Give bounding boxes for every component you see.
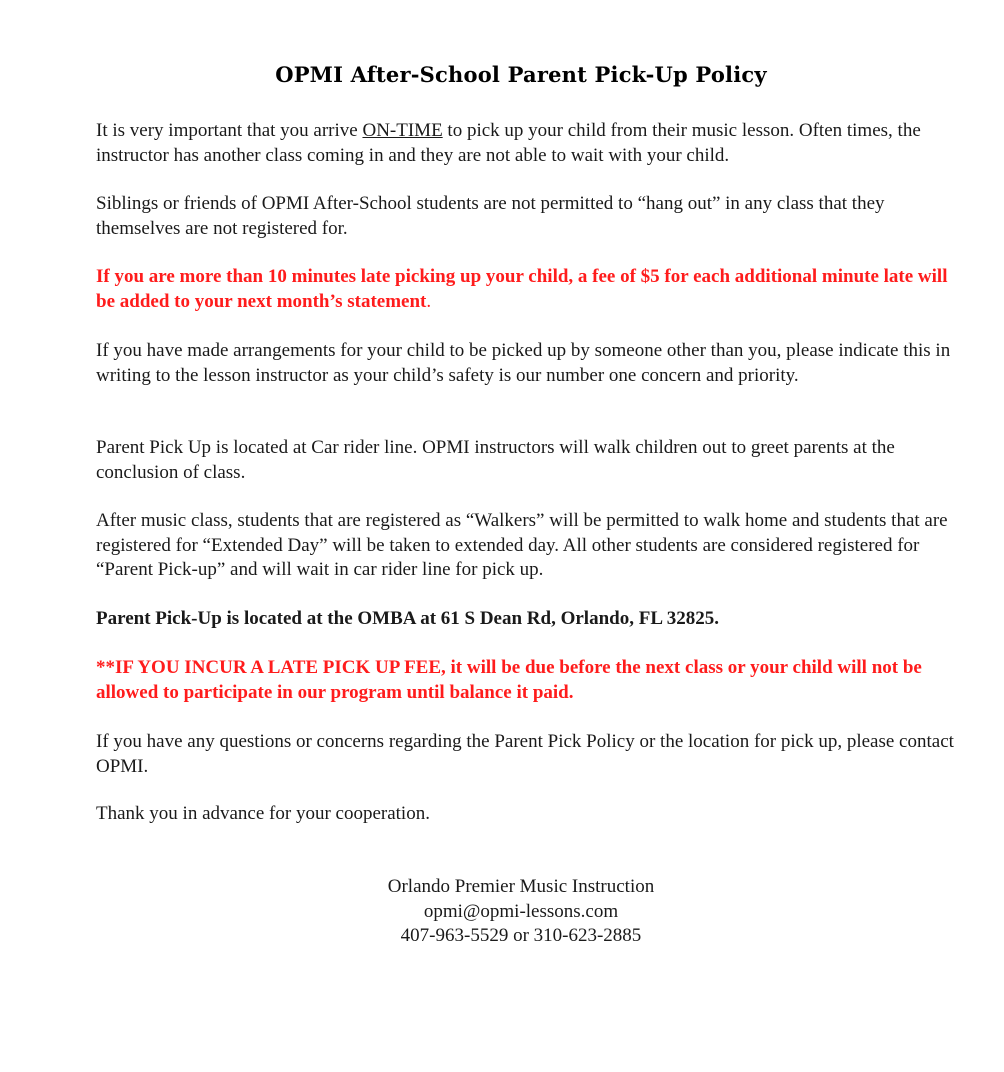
contact-email: opmi@opmi-lessons.com — [423, 900, 619, 922]
paragraph-address: Parent Pick-Up is located at the OMBA at 61 S Dean Rd, Orlando, FL 32825. — [96, 608, 719, 629]
paragraph-fee-due-warning: **IF YOU INCUR A LATE PICK UP FEE, it will be due before the next class or your child will not be allowed to participate in our program until balance it paid. — [96, 657, 922, 703]
paragraph-thank-you: Thank you in advance for your cooperation. — [96, 803, 430, 824]
paragraph-arrangements: If you have made arrangements for your child to be picked up by someone other than you, please indicate this in writing to the lesson instructor as your child’s safety is our number one concern and priority. — [96, 340, 951, 386]
contact-phones: 407-963-5529 or 310-623-2885 — [400, 925, 642, 946]
on-time-tail-text: to pick up your child from their music lesson. Often times, the instructor has another class coming in and they are not able to wait with your child. — [96, 120, 921, 166]
late-fee-period: . — [426, 290, 432, 312]
on-time-lead-text: It is very important that you arrive — [96, 120, 363, 141]
contact-block — [321, 875, 721, 949]
paragraph-walkers: After music class, students that are registered as “Walkers” will be permitted to walk home and students that are registered for “Extended Day” will be taken to extended day. All other students are considered registered for “Parent Pick-up” and will wait in car rider line for pick up. — [96, 510, 948, 580]
organization-name: Orlando Premier Music Instruction — [387, 876, 655, 897]
paragraph-questions: If you have any questions or concerns regarding the Parent Pick Policy or the location for pick up, please contact OPMI. — [96, 731, 954, 777]
on-time-emphasis: ON-TIME — [362, 120, 443, 141]
paragraph-late-fee-warning — [96, 265, 956, 314]
page-title: OPMI After-School Parent Pick-Up Policy — [275, 62, 767, 87]
paragraph-siblings: Siblings or friends of OPMI After-School students are not permitted to “hang out” in any class that they themselves are not registered for. — [96, 193, 885, 239]
paragraph-on-time — [96, 119, 956, 168]
paragraph-pickup-location: Parent Pick Up is located at Car rider line. OPMI instructors will walk children out to greet parents at the conclusion of class. — [96, 437, 895, 483]
late-fee-text: If you are more than 10 minutes late picking up your child, a fee of $5 for each additional minute late will be added to your next month’s statement — [96, 266, 948, 312]
